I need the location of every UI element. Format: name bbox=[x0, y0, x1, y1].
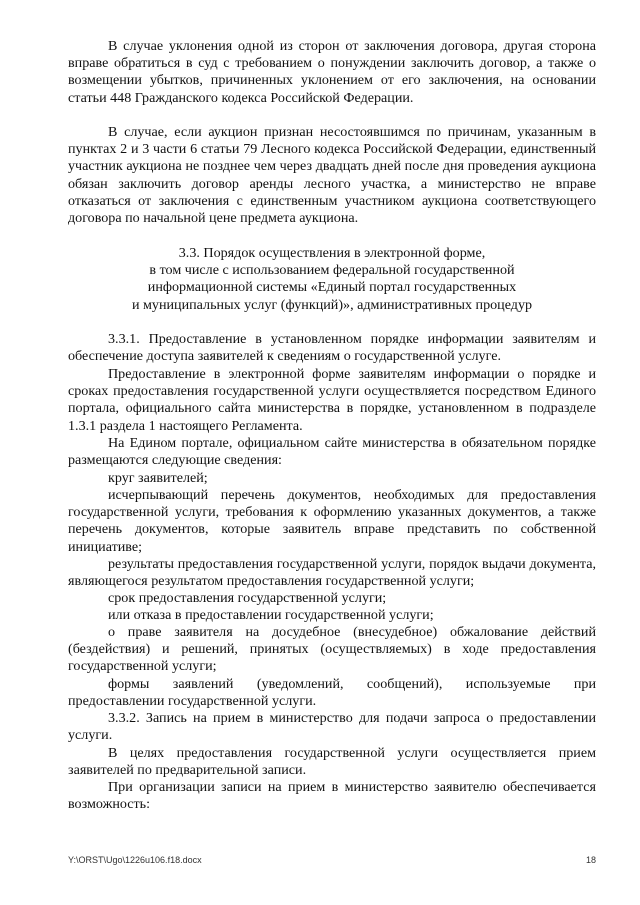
list-item: срок предоставления государственной услуги; bbox=[108, 590, 387, 606]
section-heading-line: 3.3. Порядок осуществления в электронной форме, bbox=[178, 245, 486, 261]
paragraph-portal-info: На Едином портале, официальном сайте министерства в обязательном порядке размещаются следующие сведения: bbox=[68, 435, 596, 469]
paragraph-3-3-2: 3.3.2. Запись на прием в министерство для подачи запроса о предоставлении услуги. bbox=[68, 710, 596, 744]
section-heading-line: в том числе с использованием федеральной государственной bbox=[149, 262, 515, 279]
list-item: исчерпывающий перечень документов, необходимых для предоставления государственной услуги, требования к оформлению указанных документов, а также перечень документов, которые заявитель вправе представить по собственной инициативе; bbox=[68, 487, 596, 555]
footer-page-number: 18 bbox=[585, 855, 596, 865]
section-heading-line: и муниципальных услуг (функций)», административных процедур bbox=[131, 296, 533, 313]
list-item: или отказа в предоставлении государственной услуги; bbox=[108, 607, 434, 623]
list-item: круг заявителей; bbox=[108, 470, 208, 486]
section-heading-line: информационной системы «Единый портал государственных bbox=[147, 279, 517, 296]
section-heading bbox=[68, 245, 596, 314]
paragraph-3-3-1: 3.3.1. Предоставление в установленном порядке информации заявителям и обеспечение доступа заявителей к сведениям о государственной услуге. bbox=[68, 331, 596, 365]
list-item: формы заявлений (уведомлений, сообщений), используемые при предоставлении государственной услуги. bbox=[68, 676, 596, 710]
list-item: о праве заявителя на досудебное (внесудебное) обжалование действий (бездействия) и решений, принятых (осуществляемых) в ходе предоставления государственной услуги; bbox=[68, 624, 596, 675]
paragraph-evasion-contract: В случае уклонения одной из сторон от заключения договора, другая сторона вправе обратиться в суд с требованием о понуждении заключить договор, а также о возмещении убытков, причиненных уклонением от его заключения, на основании статьи 448 Гражданского кодекса Российской Федерации. bbox=[68, 38, 596, 106]
list-item: результаты предоставления государственной услуги, порядок выдачи документа, являющегося результатом предоставления государственной услуги; bbox=[68, 556, 596, 590]
paragraph-appointment: В целях предоставления государственной услуги осуществляется прием заявителей по предварительной записи. bbox=[68, 745, 596, 779]
paragraph-appointment-possibility: При организации записи на прием в министерство заявителю обеспечивается возможность: bbox=[68, 779, 596, 813]
paragraph-auction-failed: В случае, если аукцион признан несостоявшимся по причинам, указанным в пунктах 2 и 3 части 6 статьи 79 Лесного кодекса Российской Федерации, единственный участник аукциона не позднее чем через двадцать дней после дня проведения аукциона обязан заключить договор аренды лесного участка, а министерство не вправе отказаться от заключения с единственным участником аукциона соответствующего договора по начальной цене предмета аукциона. bbox=[68, 124, 596, 227]
paragraph-electronic-info: Предоставление в электронной форме заявителям информации о порядке и сроках предоставления государственной услуги осуществляется посредством Единого портала, официального сайта министерства в порядке, установленном в подразделе 1.3.1 раздела 1 настоящего Регламента. bbox=[68, 366, 596, 434]
footer-file-path: Y:\ORST\Ugo\1226u106.f18.docx bbox=[68, 855, 202, 865]
